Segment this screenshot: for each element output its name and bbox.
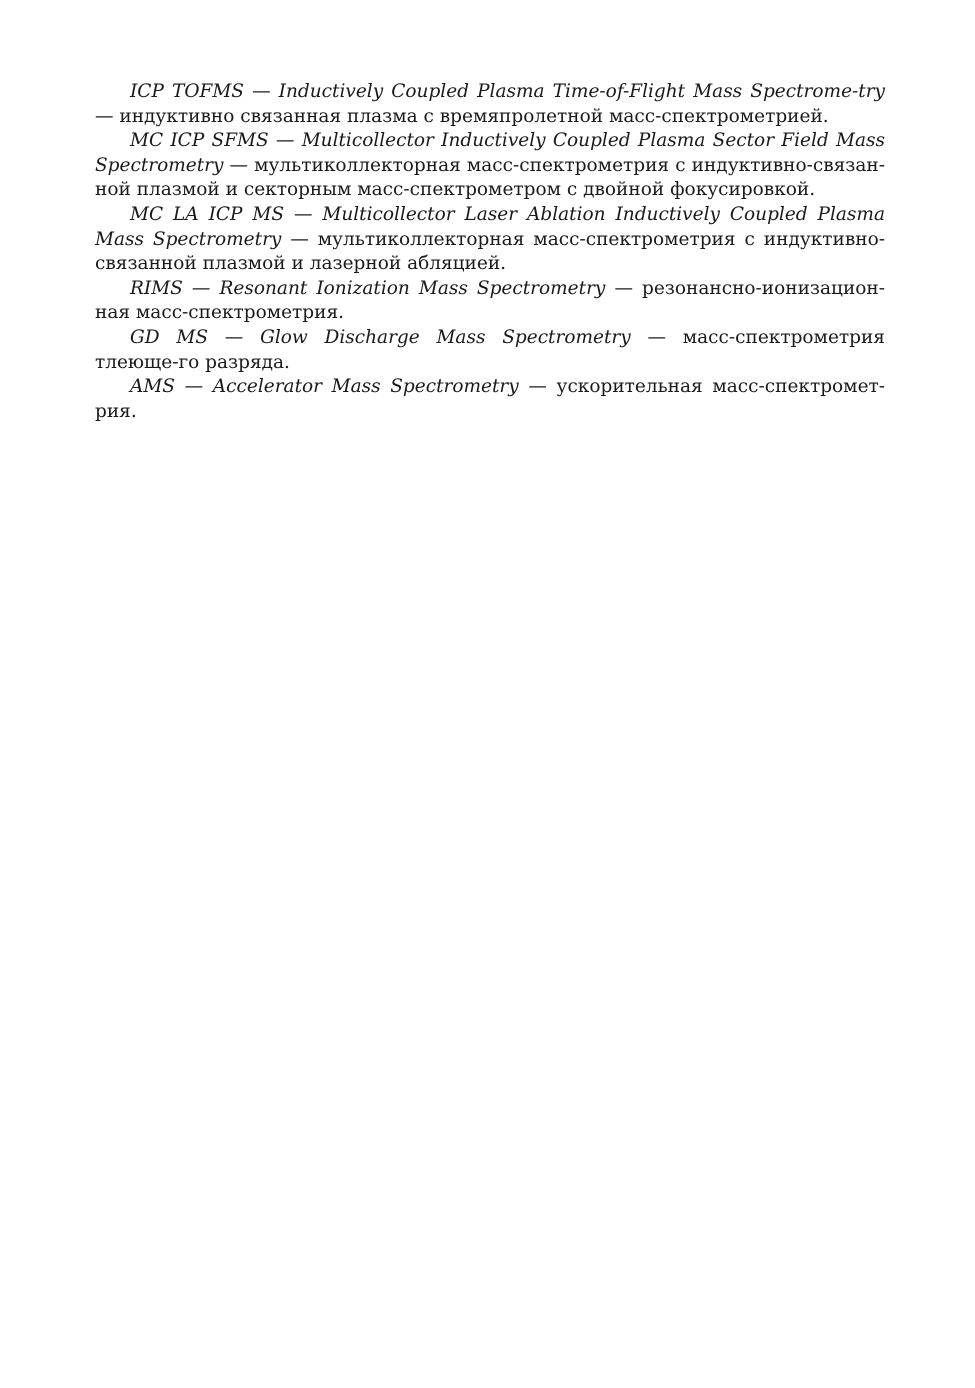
abbreviation-definition: — индуктивно связанная плазма с времяпролетной масс-спектрометрией. [95, 105, 829, 127]
abbreviation-definition: — ускорительная масс-спектромет-рия. [95, 376, 886, 422]
abbreviation-term: AMS — Accelerator Mass Spectrometry [130, 376, 519, 398]
abbreviation-term: ICP TOFMS — Inductively Coupled Plasma Time-of-Flight Mass Spectrome-try [130, 81, 885, 102]
abbreviation-entry [95, 277, 885, 326]
abbreviation-term: MC LA ICP MS — Multicollector Laser Ablation Inductively Coupled Plasma Mass Spectrometry [95, 203, 885, 250]
abbreviation-definition: — мультиколлекторная масс-спектрометрия с индуктивно-связан-ной плазмой и секторным масс-спектрометром с двойной фокусировкой. [95, 154, 885, 201]
abbreviation-entry [95, 203, 885, 277]
abbreviation-term: RIMS — Resonant Ionization Mass Spectrometry [130, 277, 606, 299]
abbreviation-entry [95, 375, 885, 424]
abbreviation-entry [95, 129, 885, 203]
abbreviation-definition: — масс-спектрометрия тлеюще-го разряда. [95, 326, 885, 373]
abbreviation-entry [95, 80, 885, 129]
abbreviation-term: GD MS — Glow Discharge Mass Spectrometry [130, 326, 631, 348]
abbreviation-definition: — резонансно-ионизацион-ная масс-спектрометрия. [95, 277, 885, 324]
abbreviation-definition: — мультиколлекторная масс-спектрометрия с индуктивно-связанной плазмой и лазерной абляцией. [95, 228, 885, 275]
abbreviations-list [95, 80, 885, 424]
abbreviation-entry [95, 326, 885, 375]
abbreviation-term: MC ICP SFMS — Multicollector Inductively Coupled Plasma Sector Field Mass Spectrometry [95, 130, 885, 176]
